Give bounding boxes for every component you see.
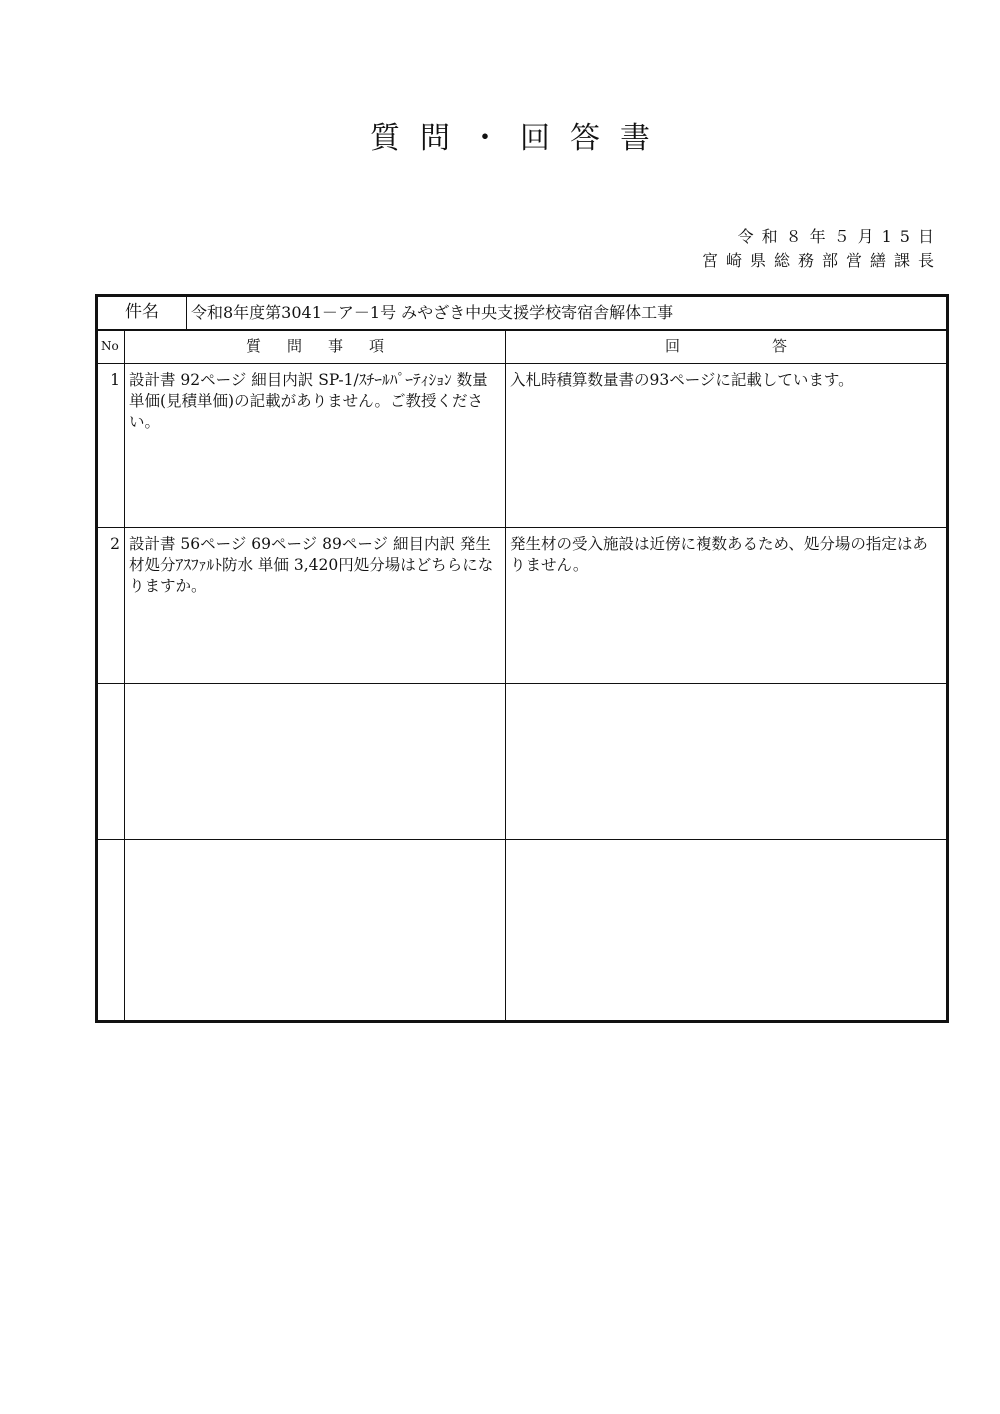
header-row (97, 330, 948, 364)
row-number (97, 684, 125, 840)
subject-label: 件名 (97, 296, 187, 330)
header-no: No (97, 330, 125, 364)
question-cell (125, 684, 506, 840)
table-row (97, 684, 948, 840)
qa-table (95, 294, 949, 1023)
question-cell: 設計書 92ページ 細目内訳 SP-1/ｽﾁｰﾙﾊﾟｰﾃｨｼｮﾝ 数量 単価(見積単価)の記載がありません。ご教授ください。 (125, 364, 506, 528)
header-question (125, 330, 506, 364)
question-cell: 設計書 56ページ 69ページ 89ページ 細目内訳 発生材処分ｱｽﾌｧﾙﾄ防水 単価 3,420円処分場はどちらになりますか。 (125, 528, 506, 684)
table-row (97, 364, 948, 528)
row-number: 2 (97, 528, 125, 684)
document-date: 令和８年５月15日 (737, 227, 942, 246)
row-number (97, 840, 125, 1022)
header-answer-label: 回答 (665, 337, 880, 356)
row-number: 1 (97, 364, 125, 528)
header-answer (506, 330, 948, 364)
issuing-department: 宮崎県総務部営繕課長 (701, 251, 942, 270)
subject-value: 令和8年度第3041－ア－1号 みやざき中央支援学校寄宿舎解体工事 (187, 296, 948, 330)
answer-cell: 発生材の受入施設は近傍に複数あるため、処分場の指定はありません。 (506, 528, 948, 684)
question-cell (125, 840, 506, 1022)
header-question-label: 質問事項 (245, 337, 410, 356)
subject-row (97, 296, 948, 330)
table-row (97, 528, 948, 684)
answer-cell: 入札時積算数量書の93ページに記載しています。 (506, 364, 948, 528)
answer-cell (506, 684, 948, 840)
document-title: 質問・回答書 (370, 121, 670, 156)
table-row (97, 840, 948, 1022)
answer-cell (506, 840, 948, 1022)
